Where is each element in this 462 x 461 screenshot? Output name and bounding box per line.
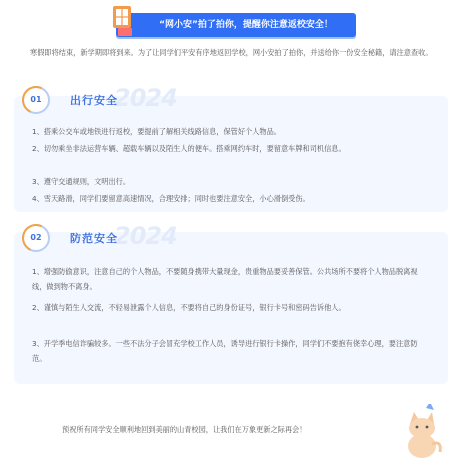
footer-text: 预祝所有同学安全顺利地回到美丽的山青校园，让我们在万象更新之际再会！ [62, 425, 307, 434]
section-title: 防范安全 [70, 232, 118, 245]
window-illustration-icon [110, 4, 136, 40]
section-header-prevention [22, 224, 322, 254]
section-number-badge: 02 [22, 224, 50, 252]
section-header-travel [22, 86, 322, 116]
section-title: 出行安全 [70, 94, 118, 107]
list-item: 2、切勿乘坐非法运营车辆、超载车辆以及陌生人的便车。搭乘网约车时，要留意车牌和司机信息。 [32, 144, 346, 153]
section-number-badge: 01 [22, 86, 50, 114]
footer-message [0, 418, 462, 442]
list-item: 3、开学季电信诈骗较多。一些不法分子会冒充学校工作人员，诱导进行银行卡操作，同学们不要抱有侥幸心理，要注意防范。 [32, 339, 418, 363]
intro-paragraph: 寒假即将结束，新学期即将到来。为了让同学们平安有序地返回学校，网小安拍了拍你，并送给你一份安全秘籍，请注意查收。 [30, 48, 433, 57]
list-item: 3、遵守交通规则，文明出行。 [32, 177, 131, 186]
list-item: 4、雪天路滑，同学们要留意高速情况，合理安排；同时也要注意安全，小心滑倒受伤。 [32, 194, 310, 203]
list-item: 1、增强防偷意识，注意自己的个人物品，不要随身携带大量现金，贵重物品要妥善保管。公共场所不要将个人物品脱离视线，做到物不离身。 [32, 267, 418, 291]
section-year-watermark: 2024 [114, 222, 177, 250]
list-item: 2、谨慎与陌生人交流，不轻易泄露个人信息，不要将自己的身份证号，银行卡号和密码告诉他人。 [32, 303, 346, 312]
cat-illustration-icon [396, 404, 446, 458]
banner-title: “网小安”拍了拍你，提醒你注意返校安全！ [159, 20, 333, 30]
section-year-watermark: 2024 [114, 84, 177, 112]
header-banner [0, 0, 462, 46]
list-item: 1、搭乘公交车或地铁进行返校，要提前了解相关线路信息，保管好个人物品。 [32, 127, 281, 136]
